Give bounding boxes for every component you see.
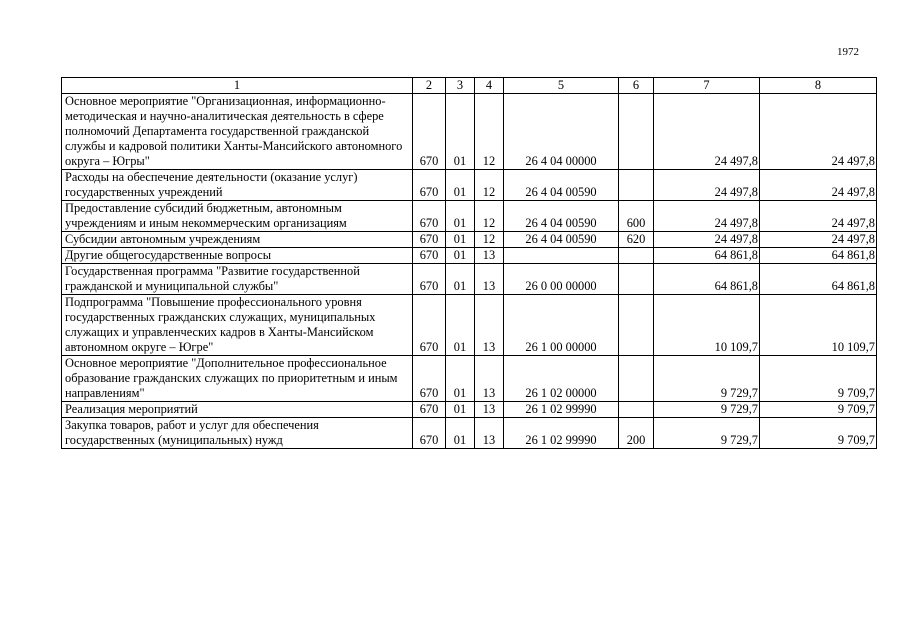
table-cell: 10 109,7 <box>760 295 877 356</box>
table-cell: 64 861,8 <box>654 264 760 295</box>
table-cell: 01 <box>446 201 475 232</box>
table-cell: 26 1 02 99990 <box>504 418 619 449</box>
table-cell: 01 <box>446 232 475 248</box>
column-header: 6 <box>619 78 654 94</box>
column-header: 7 <box>654 78 760 94</box>
table-cell: 670 <box>413 356 446 402</box>
column-header: 8 <box>760 78 877 94</box>
table-cell: 26 1 00 00000 <box>504 295 619 356</box>
table-cell: 9 709,7 <box>760 402 877 418</box>
table-cell: 24 497,8 <box>760 232 877 248</box>
table-cell: Основное мероприятие "Организационная, информационно-методическая и научно-аналитическая деятельность в сфере полномочий Департамента государственной гражданской службы и кадровой политики Ханты-Мансийского автономного округа – Югры" <box>62 94 413 170</box>
table-row <box>62 232 877 248</box>
table-cell: Государственная программа "Развитие государственной гражданской и муниципальной службы" <box>62 264 413 295</box>
table-cell: 24 497,8 <box>760 201 877 232</box>
table-cell: 200 <box>619 418 654 449</box>
table-cell: 01 <box>446 94 475 170</box>
table-cell <box>619 402 654 418</box>
column-header: 5 <box>504 78 619 94</box>
table-cell: 670 <box>413 94 446 170</box>
table-cell: 12 <box>475 170 504 201</box>
column-header: 3 <box>446 78 475 94</box>
budget-table <box>61 77 877 449</box>
table-cell <box>619 264 654 295</box>
table-cell <box>619 248 654 264</box>
table-cell: 01 <box>446 170 475 201</box>
table-cell: 26 4 04 00590 <box>504 201 619 232</box>
table-cell: 26 1 02 00000 <box>504 356 619 402</box>
table-cell: 9 729,7 <box>654 402 760 418</box>
table-cell: 13 <box>475 264 504 295</box>
table-cell: 64 861,8 <box>654 248 760 264</box>
table-cell: 13 <box>475 295 504 356</box>
table-cell: 670 <box>413 232 446 248</box>
table-cell: Другие общегосударственные вопросы <box>62 248 413 264</box>
table-cell: 01 <box>446 418 475 449</box>
table-cell: 26 4 04 00590 <box>504 170 619 201</box>
table-cell <box>504 248 619 264</box>
table-cell: 24 497,8 <box>654 94 760 170</box>
table-cell: 670 <box>413 201 446 232</box>
table-cell: 26 4 04 00590 <box>504 232 619 248</box>
table-cell: 13 <box>475 402 504 418</box>
table-cell: 26 4 04 00000 <box>504 94 619 170</box>
table-cell: 10 109,7 <box>654 295 760 356</box>
table-cell <box>619 356 654 402</box>
table-cell: 01 <box>446 402 475 418</box>
table-cell: Закупка товаров, работ и услуг для обеспечения государственных (муниципальных) нужд <box>62 418 413 449</box>
table-cell: 12 <box>475 232 504 248</box>
table-cell: 01 <box>446 356 475 402</box>
table-cell: 670 <box>413 264 446 295</box>
table-row <box>62 264 877 295</box>
table-cell: 9 709,7 <box>760 418 877 449</box>
table-cell <box>619 94 654 170</box>
table-cell: 9 729,7 <box>654 356 760 402</box>
page-number: 1972 <box>837 46 859 58</box>
table-cell: 24 497,8 <box>654 232 760 248</box>
table-cell: 24 497,8 <box>760 170 877 201</box>
table-cell: 01 <box>446 264 475 295</box>
column-header: 1 <box>62 78 413 94</box>
table-cell: Подпрограмма "Повышение профессионального уровня государственных гражданских служащих, муниципальных служащих и управленческих кадров в Ханты-Мансийском автономном округе – Югре" <box>62 295 413 356</box>
table-cell: 670 <box>413 418 446 449</box>
table-cell <box>619 170 654 201</box>
table-row <box>62 402 877 418</box>
table-cell: 24 497,8 <box>654 201 760 232</box>
table-cell: 9 729,7 <box>654 418 760 449</box>
table-cell: 64 861,8 <box>760 264 877 295</box>
table-cell: 64 861,8 <box>760 248 877 264</box>
table-row <box>62 356 877 402</box>
column-header: 2 <box>413 78 446 94</box>
table-cell: 600 <box>619 201 654 232</box>
table-cell: 670 <box>413 170 446 201</box>
table-row <box>62 170 877 201</box>
table-cell: 13 <box>475 248 504 264</box>
table-row <box>62 295 877 356</box>
table-cell: Расходы на обеспечение деятельности (оказание услуг) государственных учреждений <box>62 170 413 201</box>
table-header-row <box>62 78 877 94</box>
table-cell: Основное мероприятие "Дополнительное профессиональное образование гражданских служащих по приоритетным и иным направлениям" <box>62 356 413 402</box>
table-cell: 01 <box>446 295 475 356</box>
table-cell: 9 709,7 <box>760 356 877 402</box>
table-cell: 24 497,8 <box>760 94 877 170</box>
table-cell: Субсидии автономным учреждениям <box>62 232 413 248</box>
table-row <box>62 248 877 264</box>
table-cell: 620 <box>619 232 654 248</box>
column-header: 4 <box>475 78 504 94</box>
table-cell: 26 1 02 99990 <box>504 402 619 418</box>
table-cell: Реализация мероприятий <box>62 402 413 418</box>
table-row <box>62 418 877 449</box>
table-cell: 670 <box>413 248 446 264</box>
table-cell: 13 <box>475 418 504 449</box>
table-cell: 12 <box>475 201 504 232</box>
table-cell: 670 <box>413 402 446 418</box>
table-cell: 24 497,8 <box>654 170 760 201</box>
table-cell: 26 0 00 00000 <box>504 264 619 295</box>
table-cell: 13 <box>475 356 504 402</box>
table-cell: 01 <box>446 248 475 264</box>
table-row <box>62 94 877 170</box>
table-cell: 670 <box>413 295 446 356</box>
table-cell: Предоставление субсидий бюджетным, автономным учреждениям и иным некоммерческим организациям <box>62 201 413 232</box>
table-cell: 12 <box>475 94 504 170</box>
table-cell <box>619 295 654 356</box>
table-row <box>62 201 877 232</box>
